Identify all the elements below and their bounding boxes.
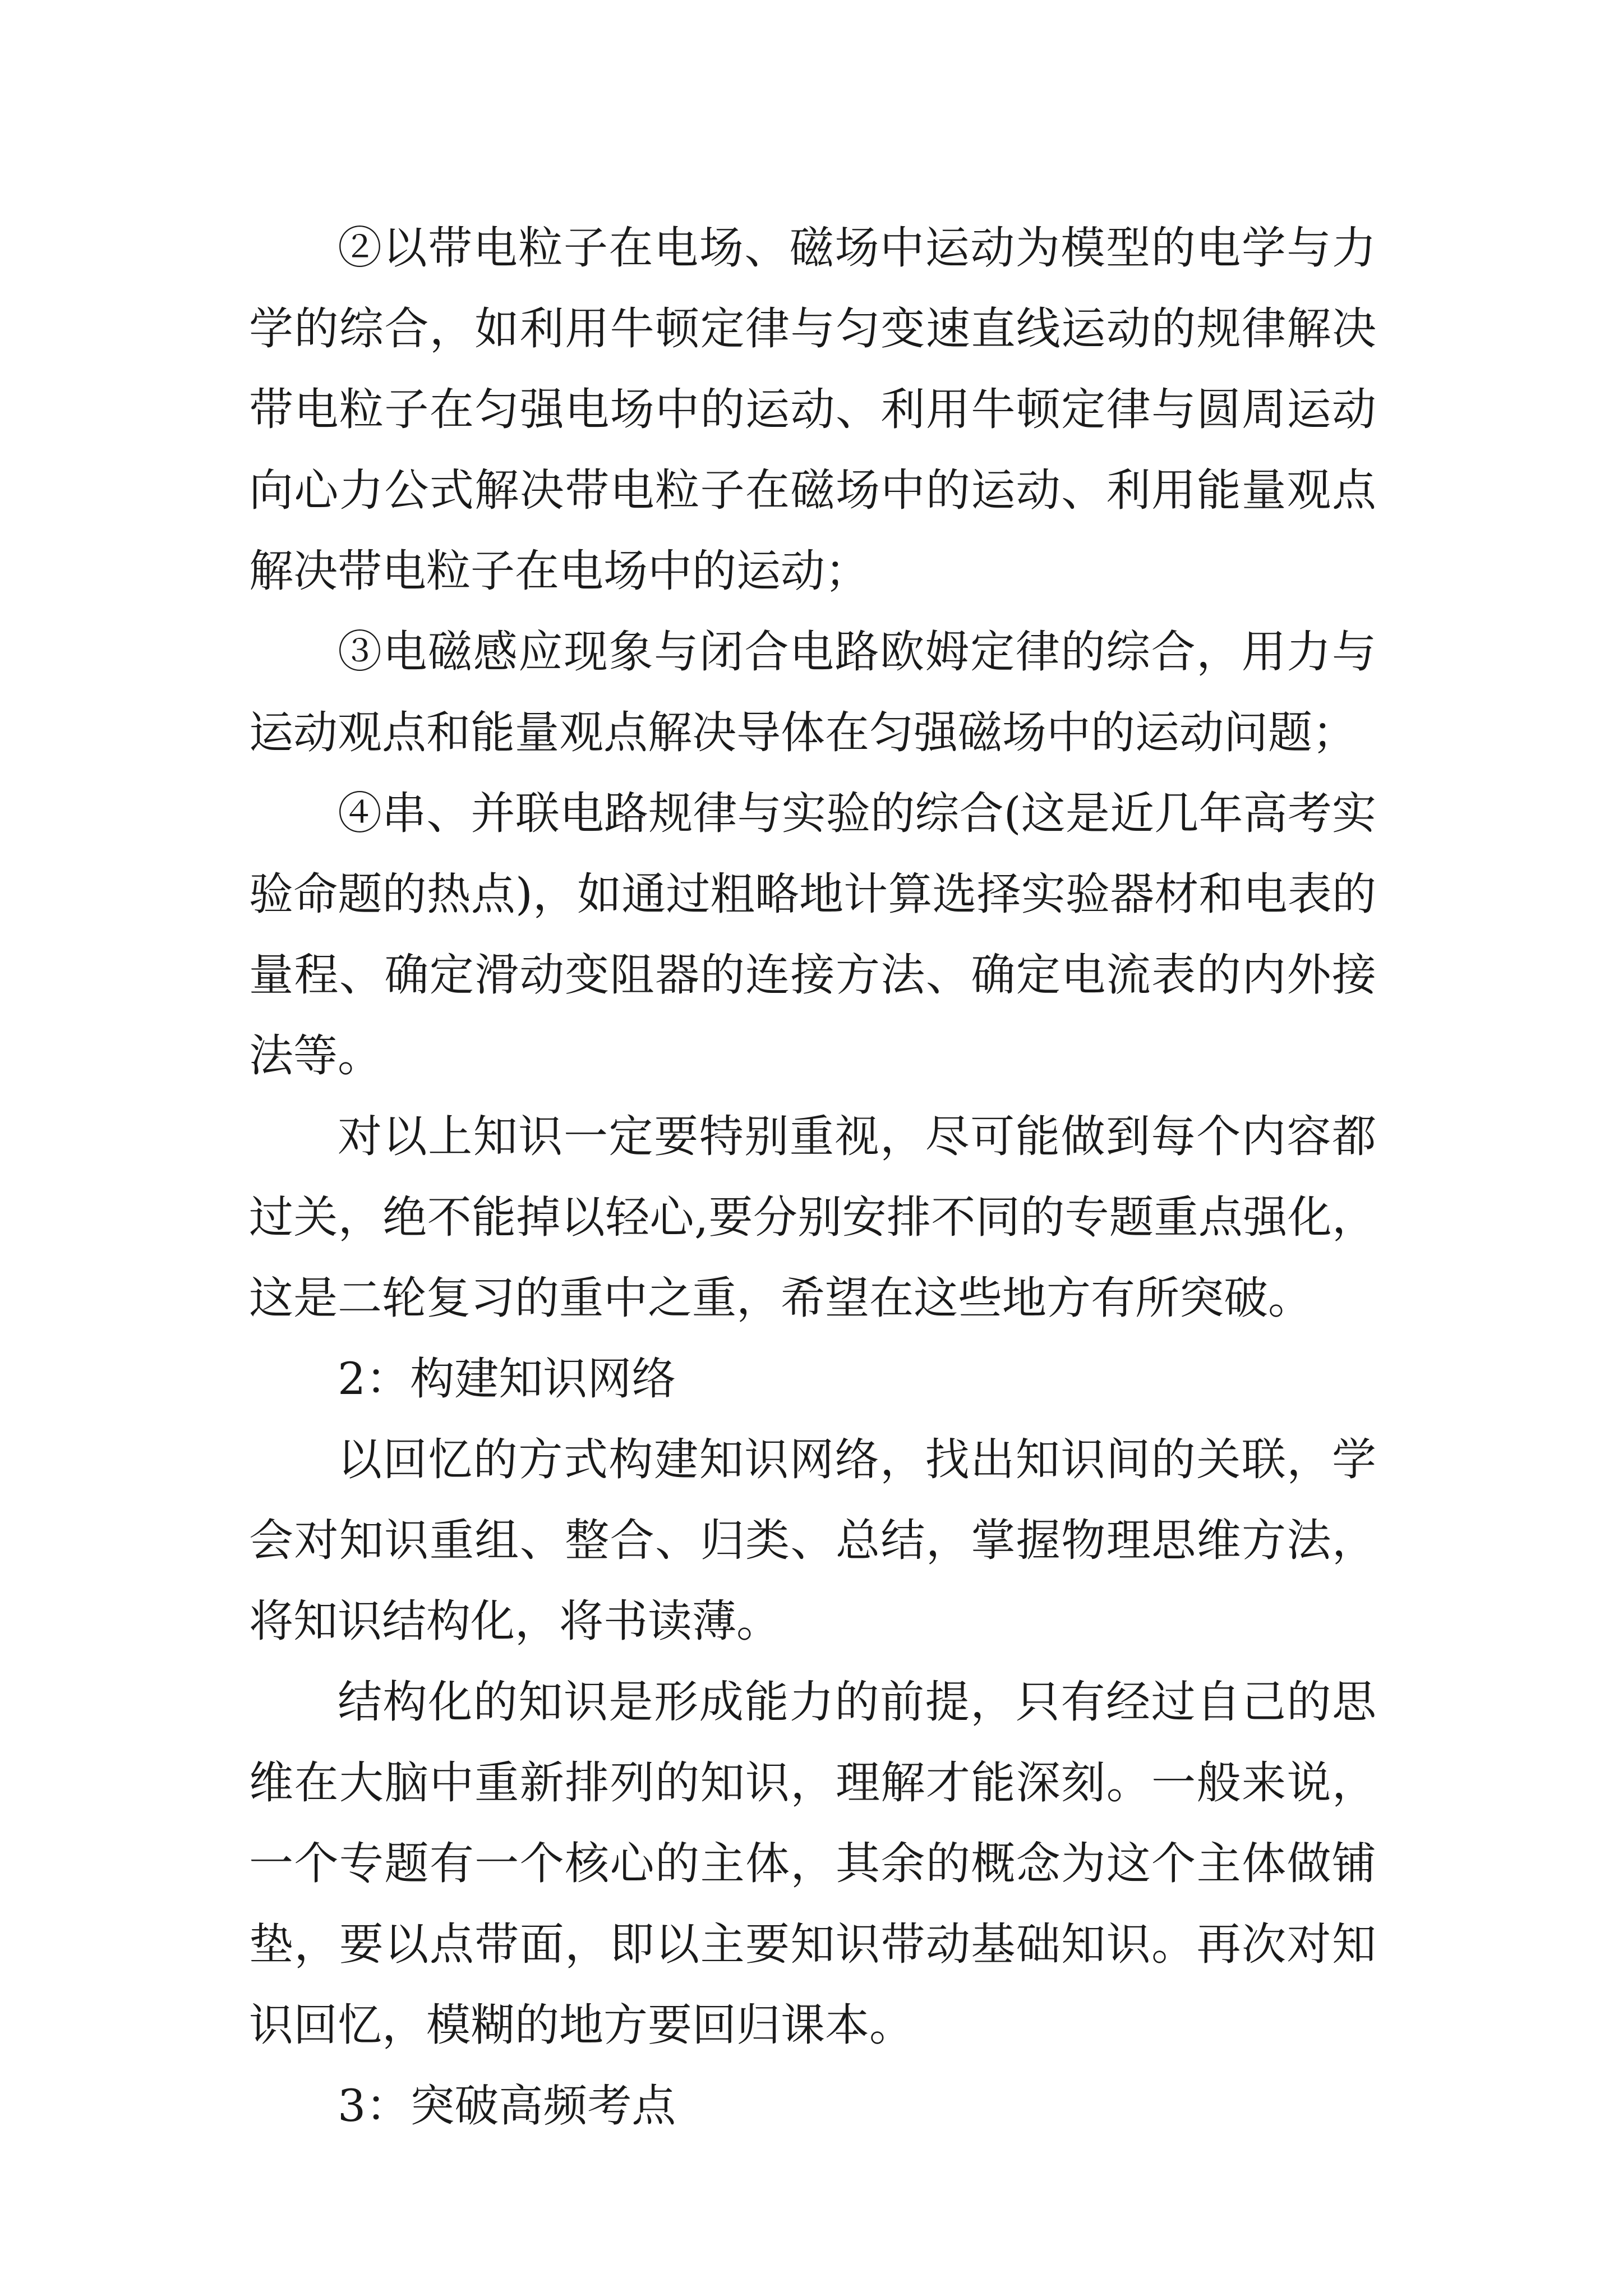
section-heading-3: 3：突破高频考点 — [338, 2080, 676, 2132]
paragraph-item-2: ②以带电粒子在电场、磁场中运动为模型的电学与力学的综合，如利用牛顿定律与匀变速直线运动的规律解决带电粒子在匀强电场中的运动、利用牛顿定律与圆周运动向心力公式解决带电粒子在磁场中的运动、利用能量观点解决带电粒子在电场中的运动； — [249, 222, 1376, 597]
paragraph-summary: 对以上知识一定要特别重视，尽可能做到每个内容都过关，绝不能掉以轻心,要分别安排不同的专题重点强化，这是二轮复习的重中之重，希望在这些地方有所突破。 — [249, 1111, 1376, 1324]
paragraph-item-3: ③电磁感应现象与闭合电路欧姆定律的综合，用力与运动观点和能量观点解决导体在匀强磁场中的运动问题； — [249, 626, 1376, 758]
paragraph-structured-knowledge: 结构化的知识是形成能力的前提，只有经过自己的思维在大脑中重新排列的知识，理解才能深刻。一般来说，一个专题有一个核心的主体，其余的概念为这个主体做铺垫，要以点带面，即以主要知识带动基础知识。再次对知识回忆，模糊的地方要回归课本。 — [249, 1676, 1376, 2051]
document-body — [249, 208, 1376, 2146]
section-heading-2: 2：构建知识网络 — [338, 1353, 676, 1405]
paragraph-item-4: ④串、并联电路规律与实验的综合(这是近几年高考实验命题的热点)，如通过粗略地计算选择实验器材和电表的量程、确定滑动变阻器的连接方法、确定电流表的内外接法等。 — [249, 788, 1376, 1082]
paragraph-knowledge-network: 以回忆的方式构建知识网络，找出知识间的关联，学会对知识重组、整合、归类、总结，掌握物理思维方法，将知识结构化，将书读薄。 — [249, 1434, 1376, 1647]
